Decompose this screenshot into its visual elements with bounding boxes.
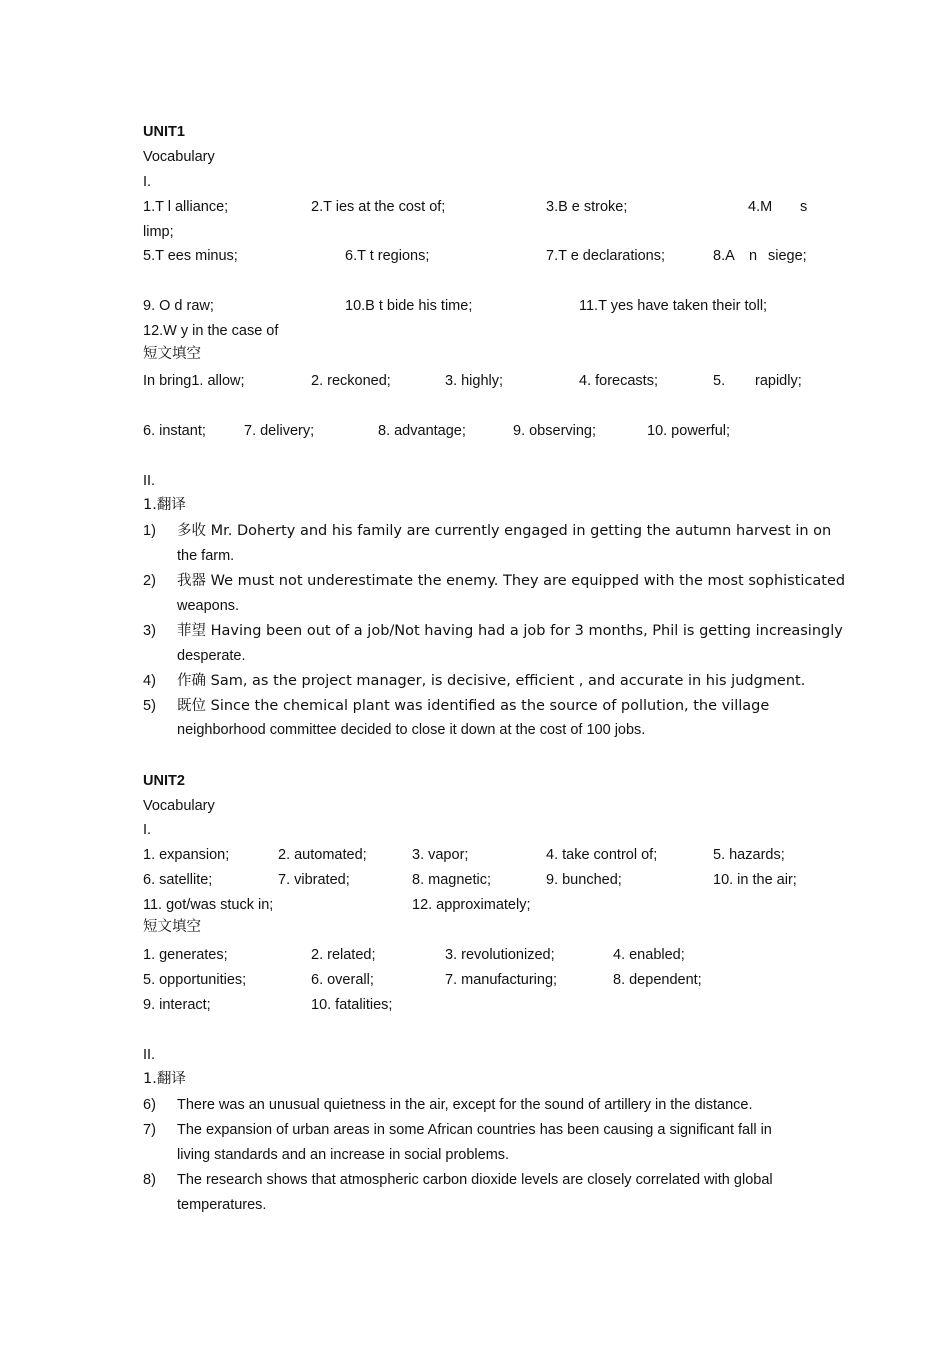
unit1-cloze-item: 10. powerful; xyxy=(647,423,731,439)
unit2-vocabulary-heading: Vocabulary xyxy=(143,798,215,814)
translation-number: 4) xyxy=(143,673,156,689)
translation-line: weapons. xyxy=(177,598,240,614)
unit1-cloze-item: 2. reckoned; xyxy=(311,373,391,389)
unit2-cloze-item: 10. fatalities; xyxy=(311,997,393,1013)
unit2-translation-heading: 1.翻译 xyxy=(143,1071,186,1087)
unit2-vocab-item: 3. vapor; xyxy=(412,847,469,863)
unit1-cloze-item: 4. forecasts; xyxy=(579,373,658,389)
unit2-vocab-item: 9. bunched; xyxy=(546,872,622,888)
unit2-vocab-item: 1. expansion; xyxy=(143,847,230,863)
unit2-section-i: I. xyxy=(143,822,152,838)
unit2-cloze-item: 5. opportunities; xyxy=(143,972,247,988)
unit2-vocab-item: 7. vibrated; xyxy=(278,872,350,888)
unit1-vocab-item: 7.T e declarations; xyxy=(546,248,666,264)
unit1-cloze-item: 8. advantage; xyxy=(378,423,466,439)
unit1-vocab-item: n xyxy=(749,248,758,264)
unit2-title: UNIT2 xyxy=(143,773,185,789)
unit1-cloze-item: rapidly; xyxy=(755,373,802,389)
translation-line: The research shows that atmospheric carbon dioxide levels are closely correlated with global xyxy=(177,1172,773,1188)
unit2-cloze-item: 3. revolutionized; xyxy=(445,947,555,963)
translation-number: 6) xyxy=(143,1097,156,1113)
unit1-vocab-item: 9. O d raw; xyxy=(143,298,214,314)
unit1-vocab-item: limp; xyxy=(143,224,174,240)
unit2-cloze-item: 7. manufacturing; xyxy=(445,972,558,988)
unit1-vocab-item: 8.A xyxy=(713,248,735,264)
translation-line: 菲望 Having been out of a job/Not having had a job for 3 months, Phil is getting increasingly xyxy=(177,623,843,639)
unit1-cloze-item: 7. delivery; xyxy=(244,423,315,439)
unit2-cloze-item: 8. dependent; xyxy=(613,972,702,988)
translation-number: 2) xyxy=(143,573,156,589)
translation-number: 7) xyxy=(143,1122,156,1138)
unit2-cloze-item: 9. interact; xyxy=(143,997,211,1013)
unit1-cloze-heading: 短文填空 xyxy=(143,346,201,362)
unit2-cloze-item: 6. overall; xyxy=(311,972,374,988)
unit1-translation-heading: 1.翻译 xyxy=(143,497,186,513)
unit1-vocab-item: 5.T ees minus; xyxy=(143,248,238,264)
unit1-vocab-item: 3.B e stroke; xyxy=(546,199,628,215)
translation-line: the farm. xyxy=(177,548,235,564)
unit2-cloze-item: 2. related; xyxy=(311,947,376,963)
unit2-vocab-item: 12. approximately; xyxy=(412,897,531,913)
unit1-title: UNIT1 xyxy=(143,124,185,140)
unit2-section-ii: II. xyxy=(143,1047,156,1063)
unit2-cloze-heading: 短文填空 xyxy=(143,919,201,935)
translation-line: There was an unusual quietness in the air, except for the sound of artillery in the distance. xyxy=(177,1097,753,1113)
translation-line: desperate. xyxy=(177,648,246,664)
unit1-vocab-item: 4.M xyxy=(748,199,773,215)
unit2-vocab-item: 10. in the air; xyxy=(713,872,797,888)
unit1-vocab-item: 2.T ies at the cost of; xyxy=(311,199,446,215)
translation-line: neighborhood committee decided to close it down at the cost of 100 jobs. xyxy=(177,722,646,738)
unit1-cloze-item: 6. instant; xyxy=(143,423,206,439)
unit2-vocab-item: 11. got/was stuck in; xyxy=(143,897,274,913)
unit1-cloze-item: In bring1. allow; xyxy=(143,373,245,389)
unit1-cloze-item: 5. xyxy=(713,373,726,389)
translation-number: 3) xyxy=(143,623,156,639)
translation-line: living standards and an increase in social problems. xyxy=(177,1147,510,1163)
unit2-vocab-item: 4. take control of; xyxy=(546,847,658,863)
unit2-vocab-item: 6. satellite; xyxy=(143,872,213,888)
translation-line: The expansion of urban areas in some African countries has been causing a significant fall in xyxy=(177,1122,772,1138)
unit2-cloze-item: 1. generates; xyxy=(143,947,228,963)
translation-number: 1) xyxy=(143,523,156,539)
unit1-vocab-item: 6.T t regions; xyxy=(345,248,430,264)
unit1-vocab-item: 10.B t bide his time; xyxy=(345,298,473,314)
translation-line: 作确 Sam, as the project manager, is decisive, efficient , and accurate in his judgment. xyxy=(177,673,806,689)
unit1-vocab-item: s xyxy=(800,199,808,215)
unit2-vocab-item: 5. hazards; xyxy=(713,847,785,863)
translation-line: 我器 We must not underestimate the enemy. They are equipped with the most sophisticated xyxy=(177,573,846,589)
unit1-vocab-item: 1.T l alliance; xyxy=(143,199,229,215)
translation-line: 既位 Since the chemical plant was identified as the source of pollution, the village xyxy=(177,698,770,714)
unit1-vocab-item: siege; xyxy=(768,248,807,264)
unit1-vocab-item: 12.W y in the case of xyxy=(143,323,279,339)
unit1-section-i: I. xyxy=(143,174,152,190)
unit1-cloze-item: 9. observing; xyxy=(513,423,597,439)
translation-number: 5) xyxy=(143,698,156,714)
translation-number: 8) xyxy=(143,1172,156,1188)
unit1-vocabulary-heading: Vocabulary xyxy=(143,149,215,165)
unit2-vocab-item: 8. magnetic; xyxy=(412,872,491,888)
unit1-vocab-item: 11.T yes have taken their toll; xyxy=(579,298,768,314)
translation-line: 多收 Mr. Doherty and his family are currently engaged in getting the autumn harvest in on xyxy=(177,523,832,539)
unit2-cloze-item: 4. enabled; xyxy=(613,947,685,963)
translation-line: temperatures. xyxy=(177,1197,267,1213)
unit2-vocab-item: 2. automated; xyxy=(278,847,367,863)
unit1-section-ii: II. xyxy=(143,473,156,489)
unit1-cloze-item: 3. highly; xyxy=(445,373,504,389)
